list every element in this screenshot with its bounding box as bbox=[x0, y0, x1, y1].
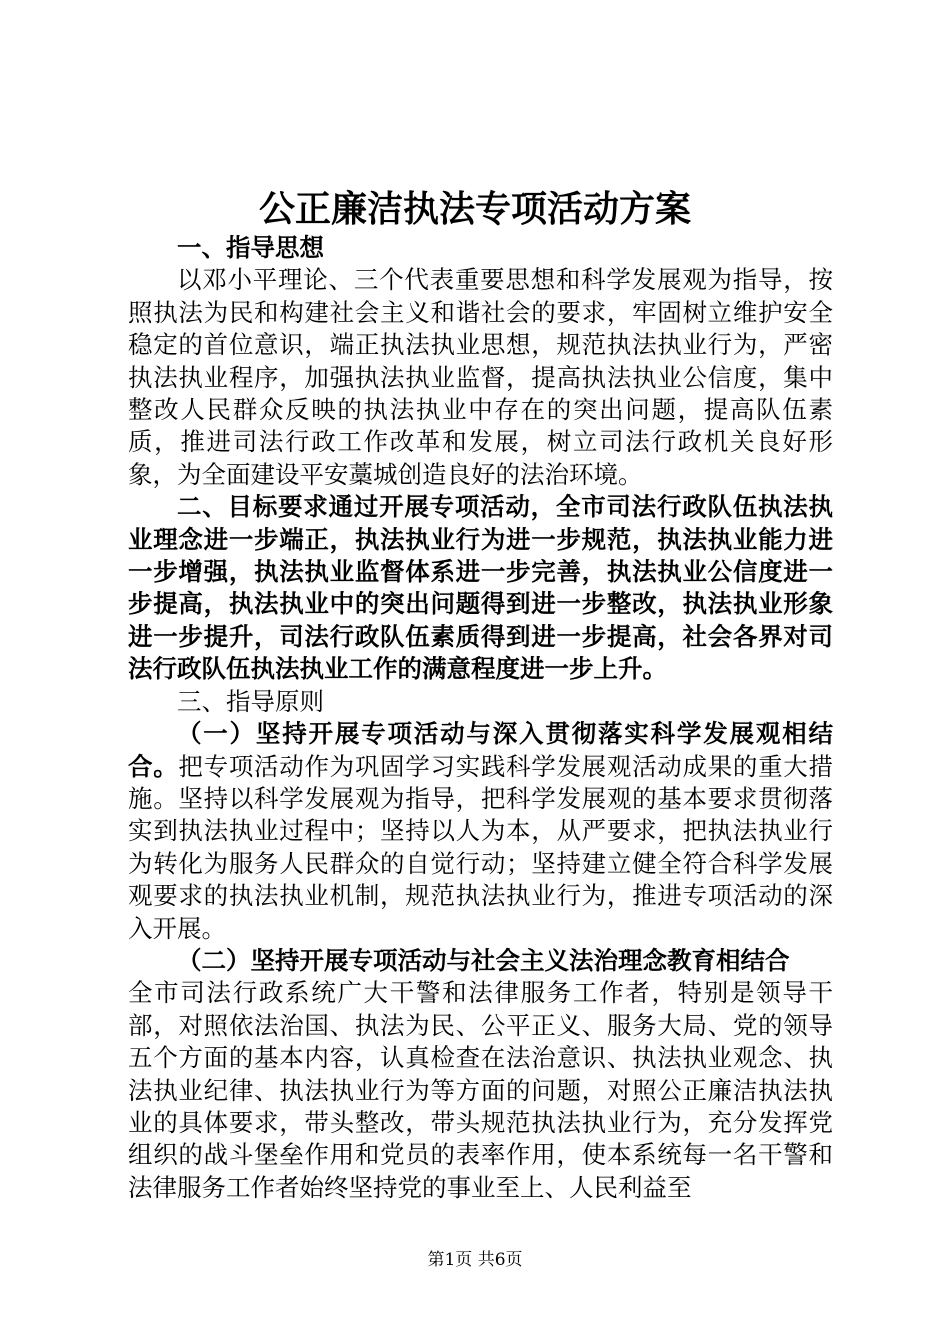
paragraph-principle-1 bbox=[128, 718, 833, 945]
paragraph-goals: 二、目标要求通过开展专项活动，全市司法行政队伍执法执业理念进一步端正，执法执业行为进一步规范，执法执业能力进一步增强，执法执业监督体系进一步完善，执法执业公信度进一步提高，执法执业中的突出问题得到进一步整改，执法执业形象进一步提升，司法行政队伍素质得到进一步提高，社会各界对司法行政队伍执法执业工作的满意程度进一步上升。 bbox=[128, 492, 833, 684]
document-body bbox=[128, 232, 833, 1204]
page-number-footer: 第1页 共6页 bbox=[427, 1250, 523, 1270]
section-heading-guiding-thought: 一、指导思想 bbox=[177, 233, 324, 262]
principle-2-heading: （二）坚持开展专项活动与社会主义法治理念教育相结合 bbox=[177, 945, 790, 975]
document-title: 公正廉洁执法专项活动方案 bbox=[258, 188, 691, 230]
principle-1-heading: （一）坚持开展专项活动与深入贯彻落实科学发展观相结合。 bbox=[128, 719, 833, 781]
section-heading-principles: 三、指导原则 bbox=[177, 686, 324, 716]
principle-1-body: 把专项活动作为巩固学习实践科学发展观活动成果的重大措施。坚持以科学发展观为指导，把科学发展观的基本要求贯彻落实到执法执业过程中；坚持以人为本，从严要求，把执法执业行为转化为服务人民群众的自觉行动；坚持建立健全符合科学发展观要求的执法执业机制，规范执法执业行为，推进专项活动的深入开展。 bbox=[128, 751, 834, 943]
paragraph-guiding-thought: 以邓小平理论、三个代表重要思想和科学发展观为指导，按照执法为民和构建社会主义和谐社会的要求，牢固树立维护安全稳定的首位意识，端正执法执业思想，规范执法执业行为，严密执法执业程序，加强执法执业监督，提高执法执业公信度，集中整改人民群众反映的执法执业中存在的突出问题，提高队伍素质，推进司法行政工作改革和发展，树立司法行政机关良好形象，为全面建设平安藁城创造良好的法治环境。 bbox=[128, 265, 833, 489]
principle-2-body: 全市司法行政系统广大干警和法律服务工作者，特别是领导干部，对照依法治国、执法为民、公平正义、服务大局、党的领导五个方面的基本内容，认真检查在法治意识、执法执业观念、执法执业纪律、执法执业行为等方面的问题，对照公正廉洁执法执业的具体要求，带头整改，带头规范执法执业行为，充分发挥党组织的战斗堡垒作用和党员的表率作用，使本系统每一名干警和法律服务工作者始终坚持党的事业至上、人民利益至 bbox=[128, 978, 833, 1202]
